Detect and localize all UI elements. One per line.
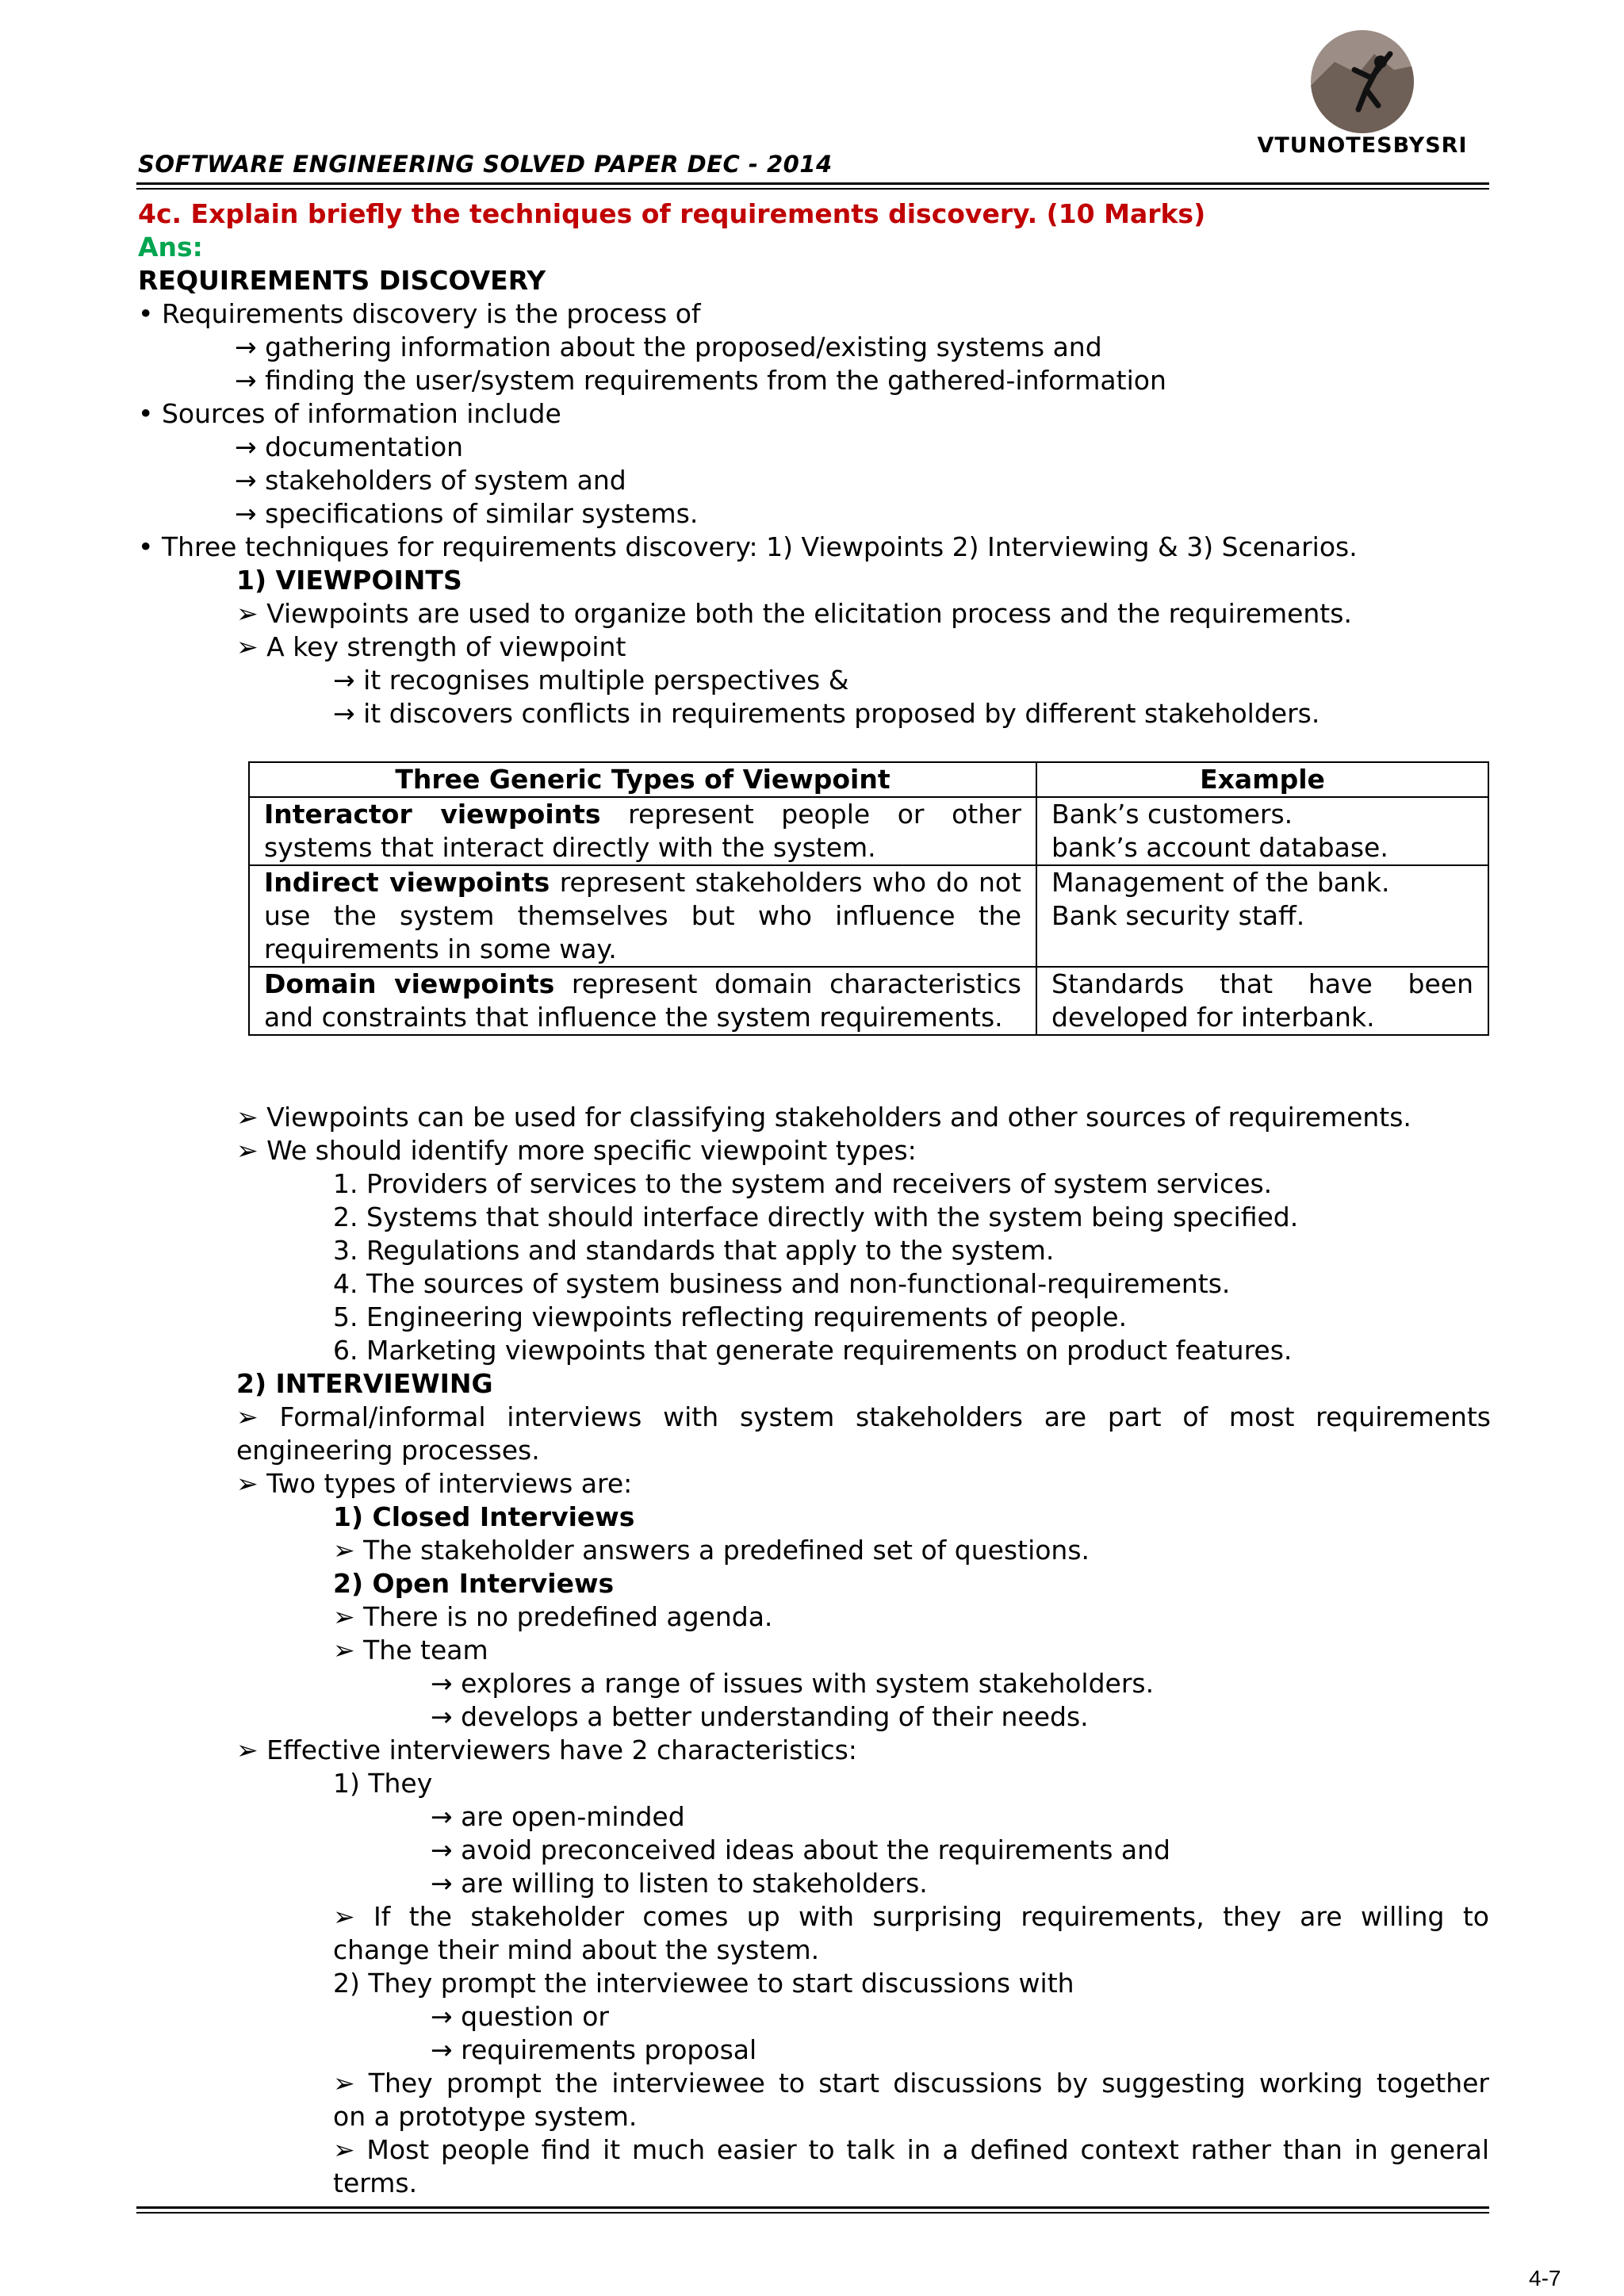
point: ➢ Effective interviewers have 2 characteristics:	[236, 1734, 857, 1765]
point: ➢ A key strength of viewpoint	[236, 631, 626, 662]
question-title: 4c. Explain briefly the techniques of requirements discovery. (10 Marks)	[138, 198, 1206, 229]
point: ➢ Most people find it much easier to talk in a defined context rather than in general	[333, 2134, 1489, 2165]
arrow-item: → requirements proposal	[431, 2034, 757, 2065]
table-cell	[249, 797, 1036, 865]
logo-text: VTUNOTESBYSRI	[1257, 133, 1468, 158]
arrow-item: → develops a better understanding of their needs.	[431, 1701, 1089, 1732]
footer-rule	[136, 2206, 1489, 2214]
subheading: 1) Closed Interviews	[333, 1501, 635, 1532]
point: ➢ Viewpoints are used to organize both the elicitation process and the requirements.	[236, 598, 1352, 629]
viewpoint-table	[248, 761, 1489, 1036]
arrow-item: → are open-minded	[431, 1801, 685, 1832]
list-item: 4. The sources of system business and non-functional-requirements.	[333, 1268, 1231, 1299]
example: Bank’s customers.	[1051, 799, 1293, 830]
point: ➢ Two types of interviews are:	[236, 1468, 633, 1499]
arrow-item: → finding the user/system requirements from the gathered-information	[235, 365, 1166, 396]
point: ➢ The team	[333, 1635, 488, 1665]
point: ➢ There is no predefined agenda.	[333, 1601, 773, 1632]
point: ➢ The stakeholder answers a predefined set of questions.	[333, 1535, 1090, 1566]
example: Bank security staff.	[1051, 900, 1305, 931]
term: Indirect viewpoints	[264, 867, 550, 898]
rock-climber-icon	[1311, 30, 1414, 133]
example: bank’s account database.	[1051, 832, 1388, 863]
logo	[1235, 22, 1489, 165]
header-title: SOFTWARE ENGINEERING SOLVED PAPER DEC - 2014	[138, 151, 833, 178]
table-header: Three Generic Types of Viewpoint	[249, 762, 1036, 797]
list-item: 6. Marketing viewpoints that generate requirements on product features.	[333, 1335, 1293, 1366]
table-row	[249, 865, 1488, 967]
example: Standards that have been developed for interbank.	[1051, 968, 1473, 1033]
bullet: • Sources of information include	[138, 398, 561, 429]
page-number: 4-7	[1529, 2266, 1561, 2290]
point: ➢ Formal/informal interviews with system stakeholders are part of most requirements	[236, 1401, 1491, 1432]
ans-label: Ans:	[138, 232, 203, 263]
bullet: • Three techniques for requirements discovery: 1) Viewpoints 2) Interviewing & 3) Scenarios.	[138, 531, 1358, 562]
table-row	[249, 797, 1488, 865]
list-item: 5. Engineering viewpoints reflecting requirements of people.	[333, 1301, 1128, 1332]
table-cell	[1036, 865, 1488, 967]
point: ➢ We should identify more specific viewpoint types:	[236, 1135, 917, 1166]
arrow-item: → gathering information about the proposed/existing systems and	[235, 332, 1102, 362]
arrow-item: → it recognises multiple perspectives &	[333, 665, 849, 696]
arrow-item: → documentation	[235, 431, 464, 462]
list-item: 2) They prompt the interviewee to start discussions with	[333, 1968, 1074, 1999]
description: represent stakeholders who do not use the system themselves but who influence the requirements in some way.	[264, 867, 1021, 964]
table-cell	[1036, 967, 1488, 1035]
example: Management of the bank.	[1051, 867, 1390, 898]
subheading: 2) Open Interviews	[333, 1568, 615, 1599]
table-row	[249, 967, 1488, 1035]
term: Interactor viewpoints	[264, 799, 601, 830]
point-cont: engineering processes.	[236, 1435, 540, 1466]
point: ➢ They prompt the interviewee to start discussions by suggesting working together	[333, 2068, 1489, 2099]
arrow-item: → avoid preconceived ideas about the requirements and	[431, 1834, 1170, 1865]
table-cell	[249, 865, 1036, 967]
arrow-item: → question or	[431, 2001, 609, 2032]
point-cont: change their mind about the system.	[333, 1934, 820, 1965]
arrow-item: → it discovers conflicts in requirements proposed by different stakeholders.	[333, 698, 1320, 729]
point: ➢ Viewpoints can be used for classifying stakeholders and other sources of requirements.	[236, 1102, 1411, 1133]
table-cell	[1036, 797, 1488, 865]
point: ➢ If the stakeholder comes up with surprising requirements, they are willing to	[333, 1901, 1489, 1932]
term: Domain viewpoints	[264, 968, 555, 999]
description: represent domain characteristics and constraints that influence the system requirements.	[264, 968, 1021, 1033]
arrow-item: → specifications of similar systems.	[235, 498, 699, 529]
point-cont: terms.	[333, 2168, 418, 2198]
arrow-item: → are willing to listen to stakeholders.	[431, 1868, 928, 1899]
list-item: 3. Regulations and standards that apply to the system.	[333, 1235, 1055, 1266]
section-title: REQUIREMENTS DISCOVERY	[138, 265, 546, 296]
list-item: 2. Systems that should interface directly with the system being specified.	[333, 1202, 1299, 1232]
table-header: Example	[1036, 762, 1488, 797]
interviewing-heading: 2) INTERVIEWING	[236, 1368, 493, 1399]
table-header-row	[249, 762, 1488, 797]
viewpoints-heading: 1) VIEWPOINTS	[236, 565, 462, 596]
list-item: 1) They	[333, 1768, 433, 1799]
description: represent people or other systems that interact directly with the system.	[264, 799, 1021, 863]
table-cell	[249, 967, 1036, 1035]
header-rule	[136, 182, 1489, 190]
list-item: 1. Providers of services to the system and receivers of system services.	[333, 1168, 1273, 1199]
point-cont: on a prototype system.	[333, 2101, 638, 2132]
bullet: • Requirements discovery is the process of	[138, 298, 701, 329]
arrow-item: → stakeholders of system and	[235, 465, 626, 496]
arrow-item: → explores a range of issues with system stakeholders.	[431, 1668, 1155, 1699]
